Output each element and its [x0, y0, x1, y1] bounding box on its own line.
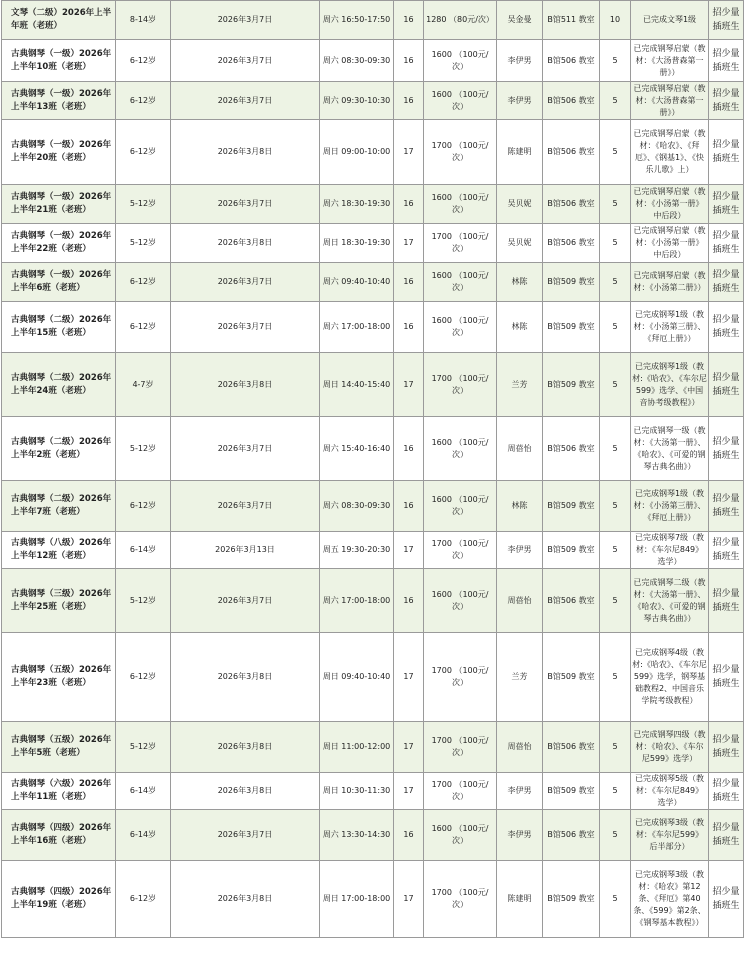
fee-cell: 1600 （100元/次） [424, 185, 497, 224]
teacher-cell: 周蓓怡 [497, 417, 543, 481]
start-date-cell: 2026年3月8日 [171, 722, 320, 773]
prerequisite-cell: 已完成钢琴启蒙（教材：《大汤普森第一册》） [631, 40, 709, 82]
start-date-cell: 2026年3月7日 [171, 40, 320, 82]
table-row [2, 1, 744, 40]
capacity-cell: 5 [600, 353, 631, 417]
teacher-cell: 李伊男 [497, 773, 543, 810]
capacity-cell: 5 [600, 120, 631, 185]
enrollment-status-cell: 招少量插班生 [709, 773, 744, 810]
teacher-cell: 吴贝妮 [497, 185, 543, 224]
prerequisite-cell: 已完成钢琴5级（教材：《车尔尼849》选学） [631, 773, 709, 810]
start-date-cell: 2026年3月13日 [171, 532, 320, 569]
enrollment-status-cell: 招少量插班生 [709, 417, 744, 481]
session-count-cell: 16 [394, 82, 424, 120]
fee-cell: 1600 （100元/次） [424, 82, 497, 120]
teacher-cell: 李伊男 [497, 40, 543, 82]
prerequisite-cell: 已完成钢琴启蒙（教材：《小汤第一册》中后段） [631, 224, 709, 263]
classroom-cell: B馆506 教室 [543, 810, 600, 861]
classroom-cell: B馆506 教室 [543, 569, 600, 633]
enrollment-status-cell: 招少量插班生 [709, 810, 744, 861]
start-date-cell: 2026年3月8日 [171, 861, 320, 938]
capacity-cell: 5 [600, 224, 631, 263]
capacity-cell: 5 [600, 185, 631, 224]
start-date-cell: 2026年3月7日 [171, 810, 320, 861]
age-range-cell: 6-12岁 [116, 302, 171, 353]
enrollment-status-cell: 招少量插班生 [709, 120, 744, 185]
classroom-cell: B馆511 教室 [543, 1, 600, 40]
teacher-cell: 林陈 [497, 263, 543, 302]
session-count-cell: 17 [394, 353, 424, 417]
teacher-cell: 陈建明 [497, 861, 543, 938]
fee-cell: 1600 （100元/次） [424, 810, 497, 861]
classroom-cell: B馆509 教室 [543, 263, 600, 302]
start-date-cell: 2026年3月7日 [171, 185, 320, 224]
teacher-cell: 吴贝妮 [497, 224, 543, 263]
session-count-cell: 17 [394, 120, 424, 185]
session-count-cell: 17 [394, 861, 424, 938]
prerequisite-cell: 已完成钢琴3级（教材：《车尔尼599》后半部分） [631, 810, 709, 861]
course-table [1, 0, 744, 938]
course-name-cell: 古典钢琴（四级）2026年上半年19班（老班） [2, 861, 116, 938]
session-count-cell: 16 [394, 40, 424, 82]
class-time-cell: 周日 09:00-10:00 [320, 120, 394, 185]
class-time-cell: 周六 18:30-19:30 [320, 185, 394, 224]
fee-cell: 1600 （100元/次） [424, 417, 497, 481]
age-range-cell: 5-12岁 [116, 417, 171, 481]
table-row [2, 82, 744, 120]
teacher-cell: 李伊男 [497, 532, 543, 569]
table-row [2, 302, 744, 353]
capacity-cell: 5 [600, 532, 631, 569]
capacity-cell: 5 [600, 722, 631, 773]
class-time-cell: 周日 18:30-19:30 [320, 224, 394, 263]
enrollment-status-cell: 招少量插班生 [709, 722, 744, 773]
session-count-cell: 17 [394, 722, 424, 773]
fee-cell: 1600 （100元/次） [424, 263, 497, 302]
age-range-cell: 5-12岁 [116, 569, 171, 633]
enrollment-status-cell: 招少量插班生 [709, 633, 744, 722]
table-row [2, 773, 744, 810]
class-time-cell: 周五 19:30-20:30 [320, 532, 394, 569]
prerequisite-cell: 已完成钢琴启蒙（教材：《小汤第一册》中后段） [631, 185, 709, 224]
enrollment-status-cell: 招少量插班生 [709, 185, 744, 224]
age-range-cell: 6-12岁 [116, 120, 171, 185]
enrollment-status-cell: 招少量插班生 [709, 224, 744, 263]
age-range-cell: 6-12岁 [116, 633, 171, 722]
age-range-cell: 5-12岁 [116, 185, 171, 224]
fee-cell: 1700 （100元/次） [424, 120, 497, 185]
session-count-cell: 17 [394, 224, 424, 263]
course-name-cell: 古典钢琴（一级）2026年上半年6班（老班） [2, 263, 116, 302]
age-range-cell: 6-12岁 [116, 861, 171, 938]
class-time-cell: 周日 14:40-15:40 [320, 353, 394, 417]
table-row [2, 532, 744, 569]
start-date-cell: 2026年3月7日 [171, 569, 320, 633]
session-count-cell: 16 [394, 810, 424, 861]
table-row [2, 263, 744, 302]
start-date-cell: 2026年3月8日 [171, 224, 320, 263]
fee-cell: 1700 （100元/次） [424, 224, 497, 263]
table-row [2, 417, 744, 481]
fee-cell: 1700 （100元/次） [424, 532, 497, 569]
prerequisite-cell: 已完成钢琴启蒙（教材：《小汤第二册》） [631, 263, 709, 302]
fee-cell: 1700 （100元/次） [424, 722, 497, 773]
capacity-cell: 5 [600, 481, 631, 532]
course-name-cell: 古典钢琴（一级）2026年上半年13班（老班） [2, 82, 116, 120]
class-time-cell: 周六 17:00-18:00 [320, 302, 394, 353]
enrollment-status-cell: 招少量插班生 [709, 40, 744, 82]
course-name-cell: 古典钢琴（二级）2026年上半年15班（老班） [2, 302, 116, 353]
table-row [2, 810, 744, 861]
session-count-cell: 17 [394, 633, 424, 722]
prerequisite-cell: 已完成钢琴3级（教材：《哈农》第12条、《拜厄》第40条、《599》第2条、《钢琴基本教程》） [631, 861, 709, 938]
session-count-cell: 16 [394, 302, 424, 353]
start-date-cell: 2026年3月7日 [171, 302, 320, 353]
classroom-cell: B馆506 教室 [543, 185, 600, 224]
age-range-cell: 6-12岁 [116, 82, 171, 120]
classroom-cell: B馆509 教室 [543, 481, 600, 532]
start-date-cell: 2026年3月8日 [171, 353, 320, 417]
table-row [2, 185, 744, 224]
enrollment-status-cell: 招少量插班生 [709, 353, 744, 417]
start-date-cell: 2026年3月8日 [171, 773, 320, 810]
start-date-cell: 2026年3月7日 [171, 481, 320, 532]
enrollment-status-cell: 招少量插班生 [709, 569, 744, 633]
age-range-cell: 5-12岁 [116, 722, 171, 773]
session-count-cell: 16 [394, 1, 424, 40]
classroom-cell: B馆506 教室 [543, 224, 600, 263]
fee-cell: 1600 （100元/次） [424, 40, 497, 82]
table-row [2, 224, 744, 263]
age-range-cell: 6-12岁 [116, 481, 171, 532]
table-row [2, 569, 744, 633]
session-count-cell: 16 [394, 263, 424, 302]
start-date-cell: 2026年3月8日 [171, 633, 320, 722]
start-date-cell: 2026年3月7日 [171, 1, 320, 40]
class-time-cell: 周日 17:00-18:00 [320, 861, 394, 938]
age-range-cell: 4-7岁 [116, 353, 171, 417]
classroom-cell: B馆506 教室 [543, 722, 600, 773]
classroom-cell: B馆509 教室 [543, 353, 600, 417]
table-row [2, 722, 744, 773]
teacher-cell: 陈建明 [497, 120, 543, 185]
age-range-cell: 8-14岁 [116, 1, 171, 40]
session-count-cell: 16 [394, 569, 424, 633]
enrollment-status-cell: 招少量插班生 [709, 532, 744, 569]
class-time-cell: 周六 15:40-16:40 [320, 417, 394, 481]
course-name-cell: 古典钢琴（二级）2026年上半年7班（老班） [2, 481, 116, 532]
course-name-cell: 古典钢琴（一级）2026年上半年22班（老班） [2, 224, 116, 263]
capacity-cell: 5 [600, 417, 631, 481]
prerequisite-cell: 已完成钢琴1级（教材:《哈农》、《车尔尼599》选学、《中国音协考级教程》） [631, 353, 709, 417]
enrollment-status-cell: 招少量插班生 [709, 263, 744, 302]
fee-cell: 1700 （100元/次） [424, 773, 497, 810]
course-name-cell: 古典钢琴（四级）2026年上半年16班（老班） [2, 810, 116, 861]
prerequisite-cell: 已完成钢琴一级（教材：《大汤第一册》、《哈农》、《可爱的钢琴古典名曲》） [631, 417, 709, 481]
classroom-cell: B馆506 教室 [543, 417, 600, 481]
capacity-cell: 5 [600, 263, 631, 302]
class-time-cell: 周六 13:30-14:30 [320, 810, 394, 861]
prerequisite-cell: 已完成文琴1级 [631, 1, 709, 40]
class-time-cell: 周六 16:50-17:50 [320, 1, 394, 40]
capacity-cell: 5 [600, 810, 631, 861]
class-time-cell: 周日 09:40-10:40 [320, 633, 394, 722]
classroom-cell: B馆506 教室 [543, 40, 600, 82]
enrollment-status-cell: 招少量插班生 [709, 861, 744, 938]
fee-cell: 1600 （100元/次） [424, 569, 497, 633]
session-count-cell: 16 [394, 481, 424, 532]
capacity-cell: 5 [600, 773, 631, 810]
table-row [2, 353, 744, 417]
teacher-cell: 吴金曼 [497, 1, 543, 40]
prerequisite-cell: 已完成钢琴4级（教材:《哈农》、《车尔尼599》选学，钢琴基础教程2、中国音乐学院考级教程） [631, 633, 709, 722]
fee-cell: 1600 （100元/次） [424, 302, 497, 353]
classroom-cell: B馆509 教室 [543, 302, 600, 353]
teacher-cell: 周蓓怡 [497, 722, 543, 773]
prerequisite-cell: 已完成钢琴7级（教材：《车尔尼849》选学） [631, 532, 709, 569]
classroom-cell: B馆509 教室 [543, 861, 600, 938]
table-row [2, 633, 744, 722]
class-time-cell: 周六 08:30-09:30 [320, 481, 394, 532]
class-time-cell: 周六 09:30-10:30 [320, 82, 394, 120]
session-count-cell: 16 [394, 417, 424, 481]
teacher-cell: 林陈 [497, 302, 543, 353]
class-time-cell: 周六 09:40-10:40 [320, 263, 394, 302]
fee-cell: 1600 （100元/次） [424, 481, 497, 532]
age-range-cell: 6-12岁 [116, 263, 171, 302]
age-range-cell: 6-14岁 [116, 810, 171, 861]
course-name-cell: 古典钢琴（五级）2026年上半年5班（老班） [2, 722, 116, 773]
course-name-cell: 古典钢琴（二级）2026年上半年24班（老班） [2, 353, 116, 417]
teacher-cell: 兰芳 [497, 353, 543, 417]
fee-cell: 1700 （100元/次） [424, 353, 497, 417]
session-count-cell: 17 [394, 773, 424, 810]
age-range-cell: 5-12岁 [116, 224, 171, 263]
capacity-cell: 5 [600, 82, 631, 120]
classroom-cell: B馆506 教室 [543, 82, 600, 120]
start-date-cell: 2026年3月7日 [171, 263, 320, 302]
prerequisite-cell: 已完成钢琴启蒙（教材：《大汤普森第一册》） [631, 82, 709, 120]
course-name-cell: 古典钢琴（二级）2026年上半年2班（老班） [2, 417, 116, 481]
capacity-cell: 5 [600, 569, 631, 633]
classroom-cell: B馆509 教室 [543, 633, 600, 722]
capacity-cell: 5 [600, 861, 631, 938]
fee-cell: 1700 （100元/次） [424, 861, 497, 938]
enrollment-status-cell: 招少量插班生 [709, 1, 744, 40]
class-time-cell: 周六 17:00-18:00 [320, 569, 394, 633]
class-time-cell: 周六 08:30-09:30 [320, 40, 394, 82]
capacity-cell: 10 [600, 1, 631, 40]
start-date-cell: 2026年3月7日 [171, 417, 320, 481]
start-date-cell: 2026年3月7日 [171, 82, 320, 120]
session-count-cell: 16 [394, 185, 424, 224]
enrollment-status-cell: 招少量插班生 [709, 481, 744, 532]
start-date-cell: 2026年3月8日 [171, 120, 320, 185]
course-name-cell: 古典钢琴（五级）2026年上半年23班（老班） [2, 633, 116, 722]
course-table-body [2, 1, 744, 938]
teacher-cell: 兰芳 [497, 633, 543, 722]
course-name-cell: 古典钢琴（六级）2026年上半年11班（老班） [2, 773, 116, 810]
course-name-cell: 古典钢琴（八级）2026年上半年12班（老班） [2, 532, 116, 569]
table-row [2, 861, 744, 938]
classroom-cell: B馆506 教室 [543, 120, 600, 185]
age-range-cell: 6-12岁 [116, 40, 171, 82]
capacity-cell: 5 [600, 633, 631, 722]
capacity-cell: 5 [600, 40, 631, 82]
course-name-cell: 文琴（二级）2026年上半年班（老班） [2, 1, 116, 40]
capacity-cell: 5 [600, 302, 631, 353]
age-range-cell: 6-14岁 [116, 532, 171, 569]
classroom-cell: B馆509 教室 [543, 773, 600, 810]
prerequisite-cell: 已完成钢琴1级（教材：《小汤第三册》、《拜厄上册》） [631, 481, 709, 532]
fee-cell: 1280 （80元/次） [424, 1, 497, 40]
course-name-cell: 古典钢琴（一级）2026年上半年21班（老班） [2, 185, 116, 224]
fee-cell: 1700 （100元/次） [424, 633, 497, 722]
age-range-cell: 6-14岁 [116, 773, 171, 810]
course-name-cell: 古典钢琴（三级）2026年上半年25班（老班） [2, 569, 116, 633]
class-time-cell: 周日 10:30-11:30 [320, 773, 394, 810]
prerequisite-cell: 已完成钢琴四级（教材：《哈农》、《车尔尼599》选学） [631, 722, 709, 773]
table-row [2, 40, 744, 82]
prerequisite-cell: 已完成钢琴启蒙（教材：《哈农》、《拜厄》、《钢基1》、《快乐儿歌》上） [631, 120, 709, 185]
course-name-cell: 古典钢琴（一级）2026年上半年20班（老班） [2, 120, 116, 185]
course-name-cell: 古典钢琴（一级）2026年上半年10班（老班） [2, 40, 116, 82]
enrollment-status-cell: 招少量插班生 [709, 82, 744, 120]
prerequisite-cell: 已完成钢琴1级（教材：《小汤第三册》、《拜厄上册》） [631, 302, 709, 353]
enrollment-status-cell: 招少量插班生 [709, 302, 744, 353]
table-row [2, 120, 744, 185]
prerequisite-cell: 已完成钢琴二级（教材：《大汤第一册》、《哈农》、《可爱的钢琴古典名曲》） [631, 569, 709, 633]
teacher-cell: 林陈 [497, 481, 543, 532]
teacher-cell: 李伊男 [497, 810, 543, 861]
teacher-cell: 周蓓怡 [497, 569, 543, 633]
table-row [2, 481, 744, 532]
teacher-cell: 李伊男 [497, 82, 543, 120]
session-count-cell: 17 [394, 532, 424, 569]
class-time-cell: 周日 11:00-12:00 [320, 722, 394, 773]
classroom-cell: B馆509 教室 [543, 532, 600, 569]
